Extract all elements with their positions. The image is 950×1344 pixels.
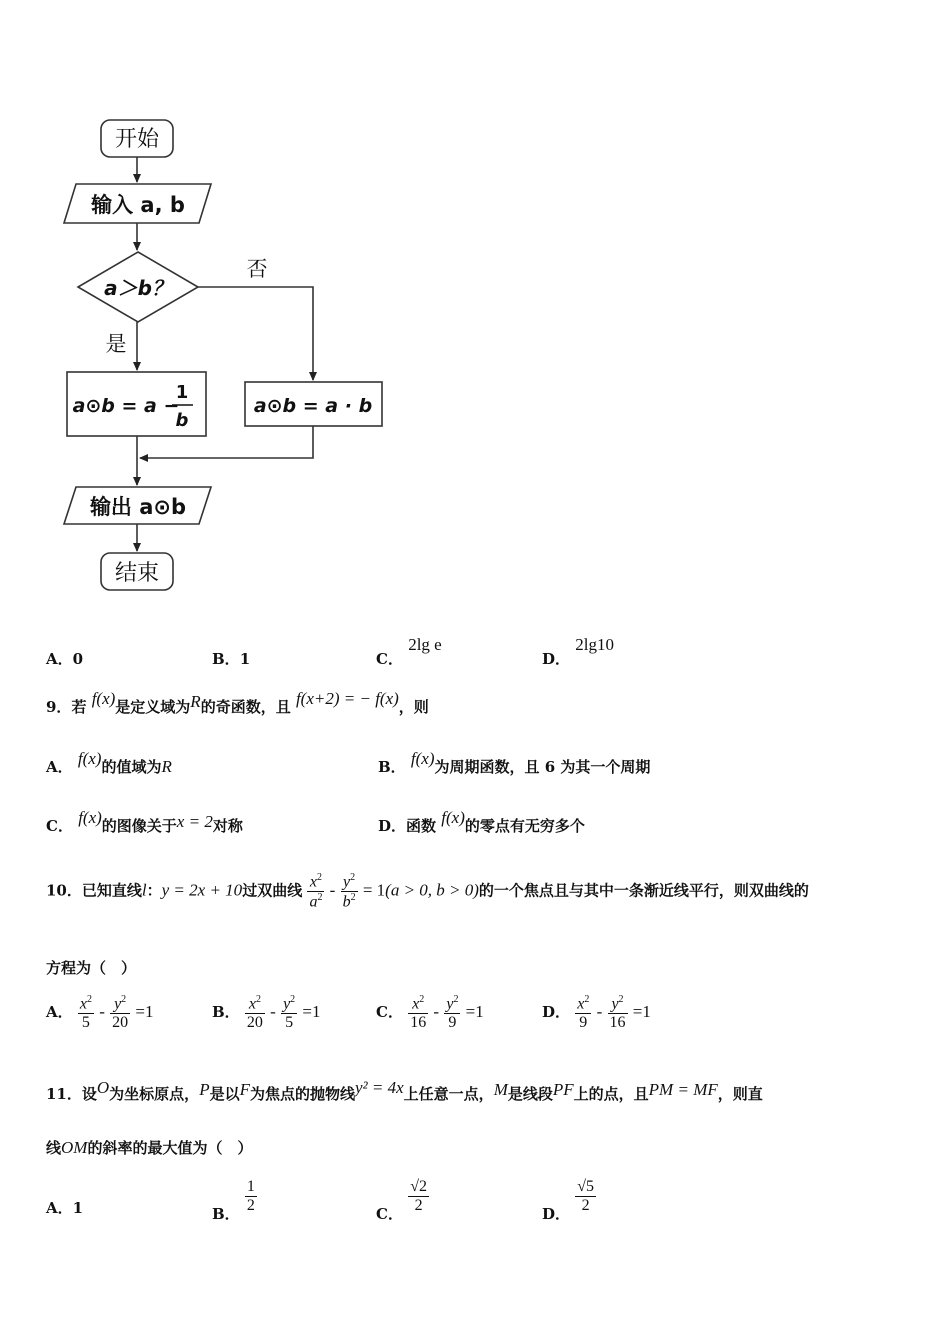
q8-option-b[interactable]: B．1 (212, 650, 251, 668)
q9-option-b[interactable]: B． f(x)为周期函数，且 6 为其一个周期 (378, 749, 651, 776)
q9-option-d[interactable]: D．函数 f(x)的零点有无穷多个 (378, 808, 585, 835)
q11-option-b[interactable]: B． $\frac{1}{2}$ (212, 1178, 255, 1224)
yes-label: 是 (105, 332, 127, 356)
q10-option-a[interactable]: A． $\frac{x^2}{5}$ - $\frac{y^2}{20}$ =1 (46, 994, 154, 1031)
q9-option-a[interactable]: A． f(x)的值域为R (46, 749, 172, 776)
q10-option-d[interactable]: D． $\frac{x^2}{9}$ - $\frac{y^2}{16}$ =1 (542, 994, 651, 1031)
no-label: 否 (246, 257, 268, 281)
end-label: 结束 (114, 561, 160, 586)
flowchart (0, 0, 420, 610)
q9-option-c[interactable]: C． f(x)的图像关于x = 2对称 (46, 808, 243, 835)
condition-label: a＞b？ (104, 276, 172, 300)
q8-option-d[interactable]: D． 2lg10 (542, 635, 614, 668)
yes-box-denominator: b (175, 410, 189, 431)
q10-hyperbola-y-term: $\frac{y^2}{b^2}$ (342, 872, 356, 911)
q11-option-c[interactable]: C． $\frac{√2}{2}$ (376, 1178, 427, 1224)
q10-hyperbola-x-term: $\frac{x^2}{a^2}$ (309, 872, 323, 911)
q8-option-c[interactable]: C． 2lg e (376, 635, 442, 668)
q11-option-a[interactable]: A．1 (46, 1199, 84, 1217)
q10-stem: 10．已知直线l：y = 2x + 10过双曲线 $\frac{x^2}{a^2}$ - $\frac{y^2}{b^2}$ = 1(a > 0, b > 0)的一个焦点且与其中一条渐近线平行，则双曲线的 (46, 872, 809, 911)
q9-stem: 9．若 f(x)是定义域为R的奇函数，且 f(x+2) = − f(x)，则 (46, 689, 429, 716)
q8-option-a[interactable]: A．0 (46, 650, 84, 668)
q11-stem-line2: 线OM的斜率的最大值为（ ） (46, 1138, 253, 1157)
q11-option-d[interactable]: D． $\frac{√5}{2}$ (542, 1178, 595, 1224)
q10-option-c[interactable]: C． $\frac{x^2}{16}$ - $\frac{y^2}{9}$ =1 (376, 994, 484, 1031)
q10-stem-line2: 方程为（ ） (46, 959, 137, 977)
q10-option-b[interactable]: B． $\frac{x^2}{20}$ - $\frac{y^2}{5}$ =1 (212, 994, 321, 1031)
q11-stem: 11．设O为坐标原点，P是以F为焦点的抛物线y² = 4x上任意一点，M是线段PF上的点，且PM = MF，则直 (46, 1078, 763, 1103)
yes-box-numerator: 1 (175, 382, 189, 403)
start-label: 开始 (114, 127, 160, 152)
yes-box-formula: a⊙b = a − (72, 395, 180, 417)
input-label: 输入 a, b (91, 193, 185, 217)
no-box-formula: a⊙b = a · b (253, 395, 373, 417)
output-label: 输出 a⊙b (89, 495, 187, 519)
